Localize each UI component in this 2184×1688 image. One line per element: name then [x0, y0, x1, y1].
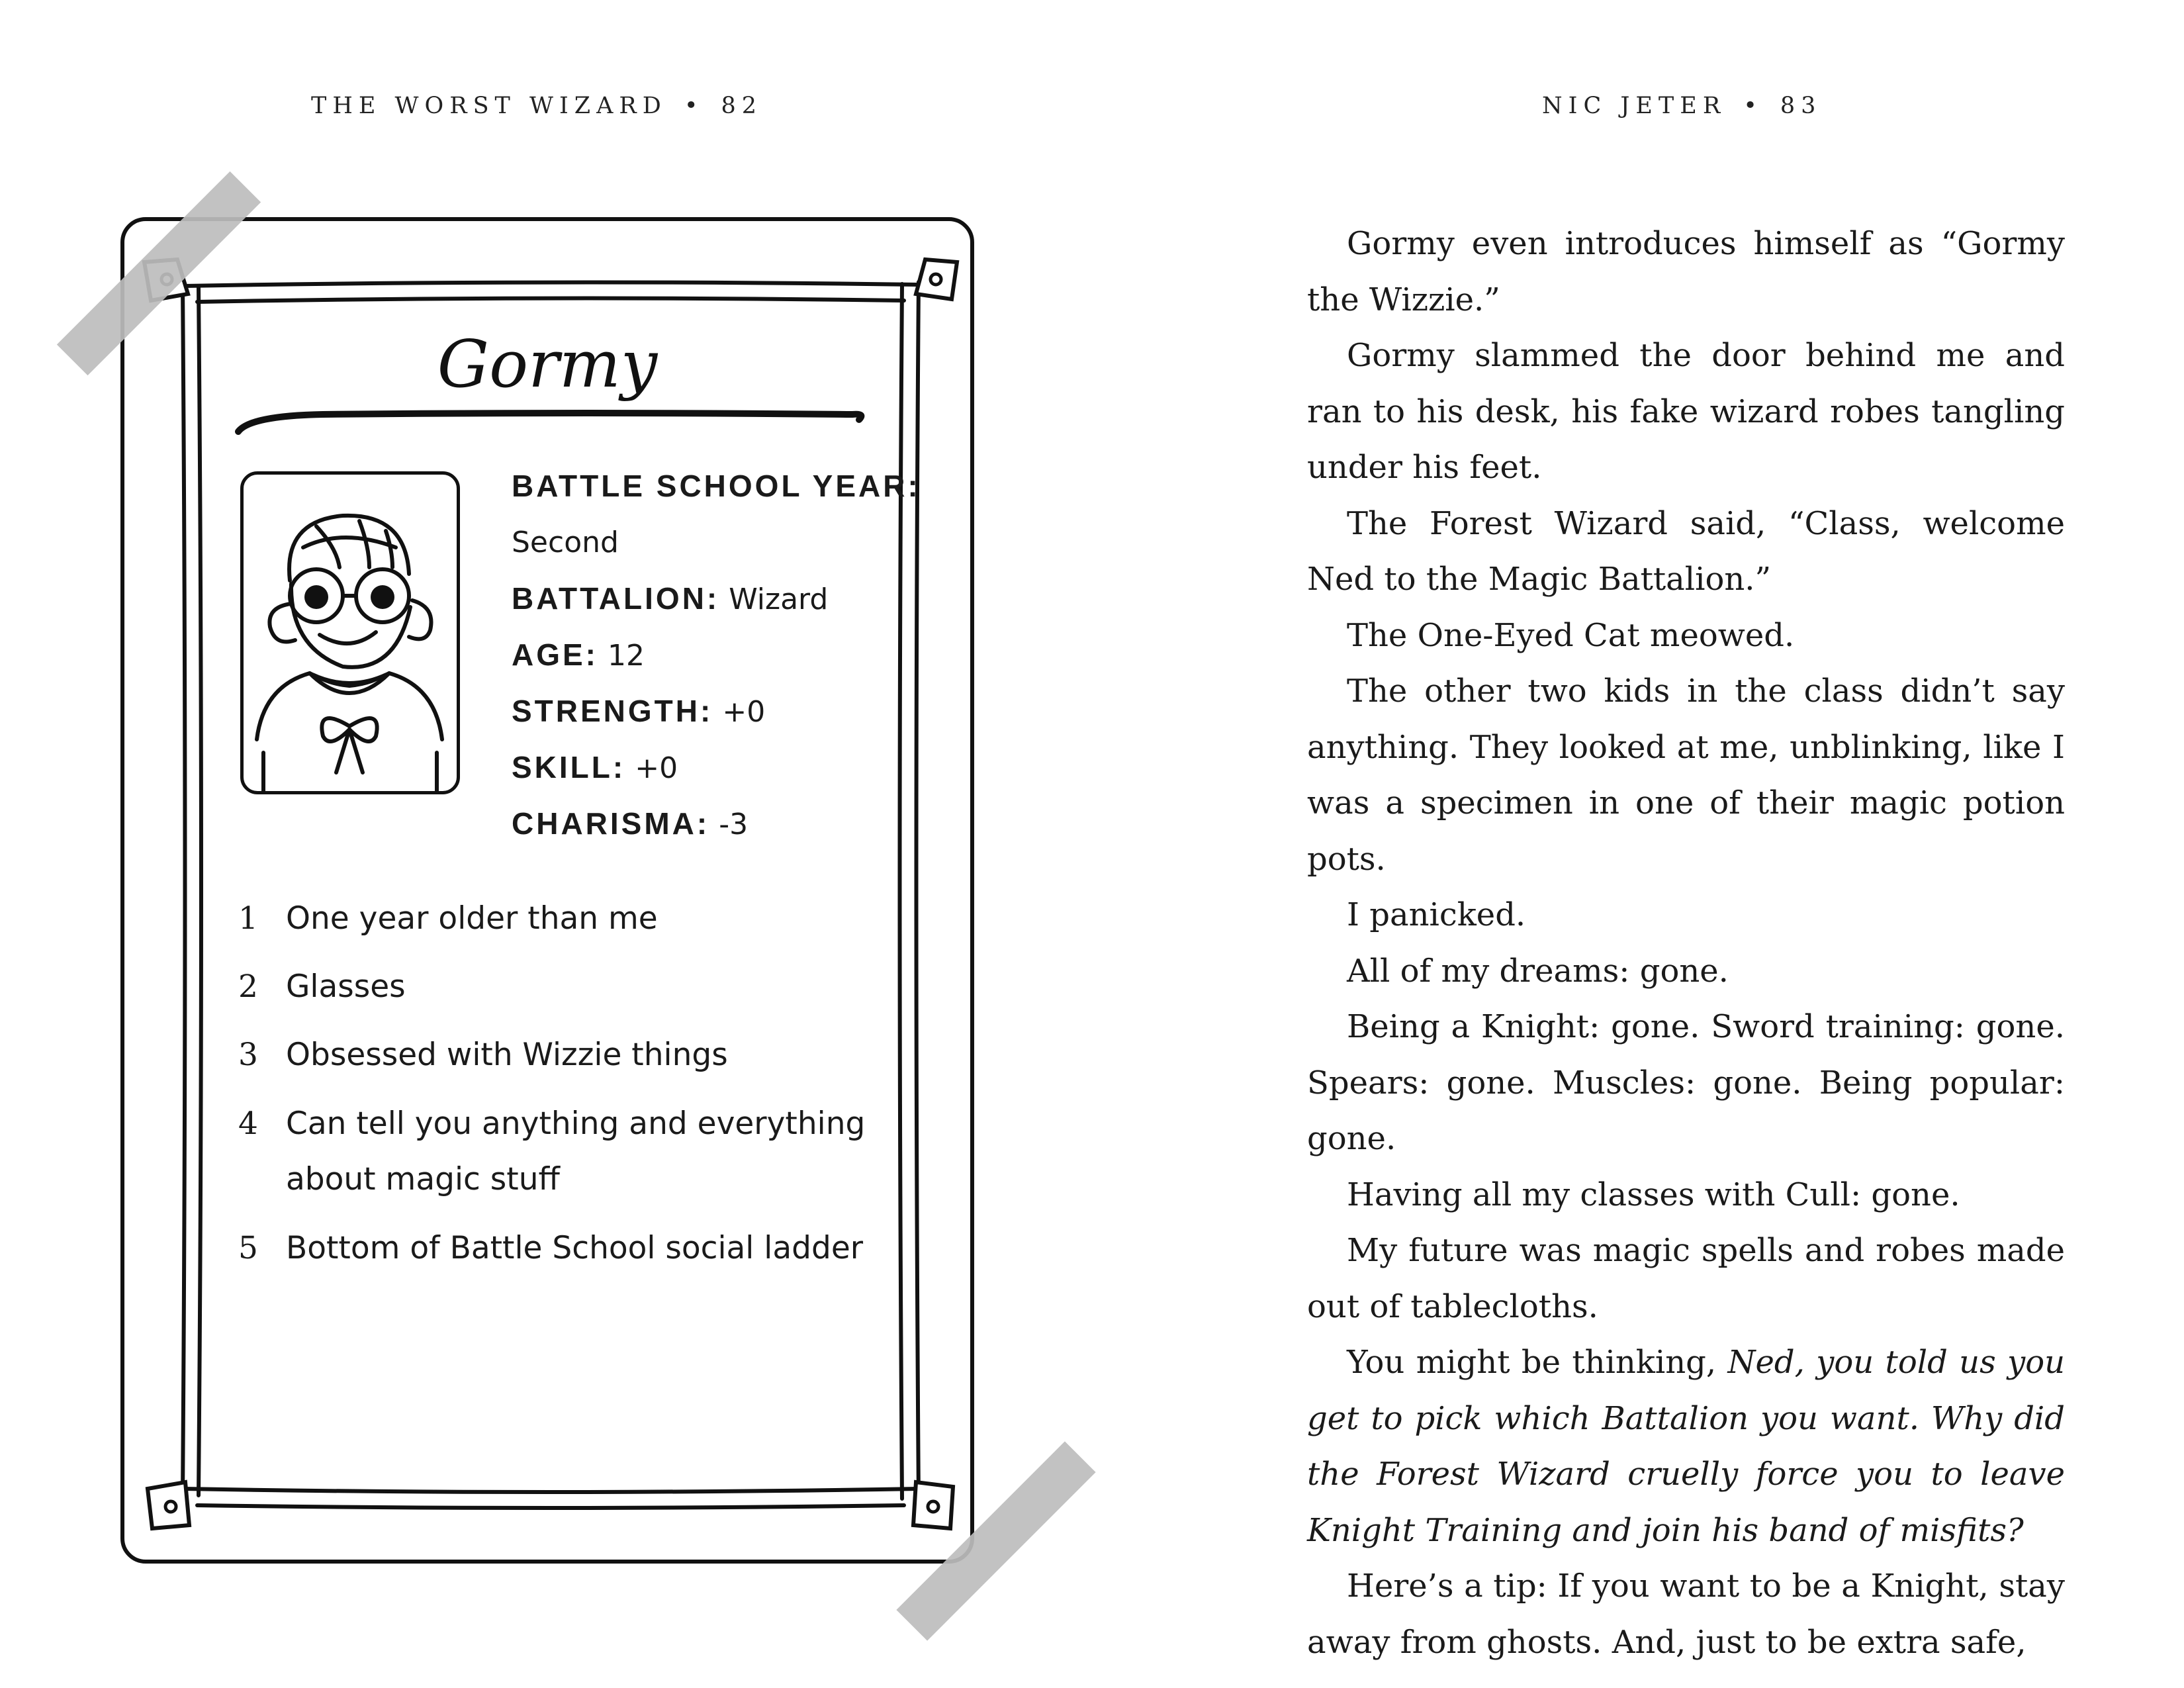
paragraph: Having all my classes with Cull: gone. — [1347, 1176, 1960, 1213]
character-card — [120, 217, 974, 1564]
character-name: Gormy — [437, 327, 658, 402]
fact-text: Can tell you anything and everything about magic stuff — [286, 1105, 866, 1197]
stat-label: STRENGTH: — [512, 694, 713, 728]
stat-label: BATTALION: — [512, 581, 720, 616]
stat-value: Second — [512, 526, 619, 559]
stat-battle-school-year — [512, 466, 921, 506]
stat-battalion — [512, 579, 828, 620]
paragraph: Here’s a tip: If you want to be a Knight, stay away from ghosts. And, just to be extra safe, — [1307, 1568, 2065, 1661]
paragraph: The One-Eyed Cat meowed. — [1347, 616, 1795, 654]
fact-text: Obsessed with Wizzie things — [286, 1037, 728, 1073]
author-name: NIC JETER — [1542, 93, 1727, 119]
paragraph: All of my dreams: gone. — [1347, 952, 1729, 990]
paragraph: The other two kids in the class didn’t say anything. They looked at me, unblinking, like I was a specimen in one of their magic potion pots. — [1307, 673, 2065, 878]
character-portrait — [240, 471, 460, 794]
stat-charisma — [512, 804, 748, 845]
separator-dot: • — [1743, 93, 1763, 119]
paragraph: Being a Knight: gone. Sword training: gone. Spears: gone. Muscles: gone. Being popular: gone. — [1307, 1008, 2065, 1157]
paragraph: Gormy slammed the door behind me and ran to his desk, his fake wizard robes tangling under his feet. — [1307, 337, 2065, 486]
fact-text: Glasses — [286, 968, 406, 1005]
fact-number: 5 — [238, 1230, 258, 1266]
stat-value: 12 — [608, 639, 645, 673]
fact-number: 3 — [238, 1037, 258, 1073]
page-number-left: 82 — [721, 93, 763, 119]
fact-text: Bottom of Battle School social ladder — [286, 1230, 864, 1266]
paragraph: I panicked. — [1347, 896, 1526, 933]
stat-label: AGE: — [512, 637, 598, 672]
stat-label: BATTLE SCHOOL YEAR: — [512, 469, 921, 503]
paragraph: The Forest Wizard said, “Class, welcome Ned to the Magic Battalion.” — [1307, 504, 2065, 598]
italic-passage: Ned, you told us you get to pick which Battalion you want. Why did the Forest Wizard cruelly force you to leave Knight Training and join his band of misfits? — [1307, 1344, 2065, 1549]
paragraph: My future was magic spells and robes made out of tablecloths. — [1307, 1232, 2065, 1325]
running-head-right — [1542, 93, 1821, 126]
book-title: THE WORST WIZARD — [311, 93, 667, 119]
stat-value: -3 — [719, 808, 749, 841]
fact-text: One year older than me — [286, 900, 658, 937]
paragraph-with-italics — [1307, 1335, 2065, 1558]
page-number-right: 83 — [1780, 93, 1822, 119]
running-head-left — [311, 93, 762, 126]
fact-number: 2 — [238, 968, 258, 1005]
stat-value: Wizard — [729, 583, 829, 616]
stat-label: SKILL: — [512, 750, 626, 784]
paragraph: Gormy even introduces himself as “Gormy the Wizzie.” — [1307, 225, 2065, 318]
paragraph-lead: You might be thinking, — [1347, 1344, 1728, 1381]
separator-dot: • — [684, 93, 704, 119]
fact-number: 4 — [238, 1105, 258, 1142]
stat-age — [512, 635, 645, 676]
stat-skill — [512, 747, 678, 788]
stat-value: +0 — [635, 751, 678, 785]
stat-value: +0 — [722, 695, 766, 729]
fact-number: 1 — [238, 900, 258, 937]
body-text — [1307, 216, 2065, 1670]
gormy-portrait-image — [244, 475, 457, 791]
stat-label: CHARISMA: — [512, 806, 710, 841]
stat-battle-school-year-value — [512, 522, 619, 563]
stat-strength — [512, 691, 765, 732]
